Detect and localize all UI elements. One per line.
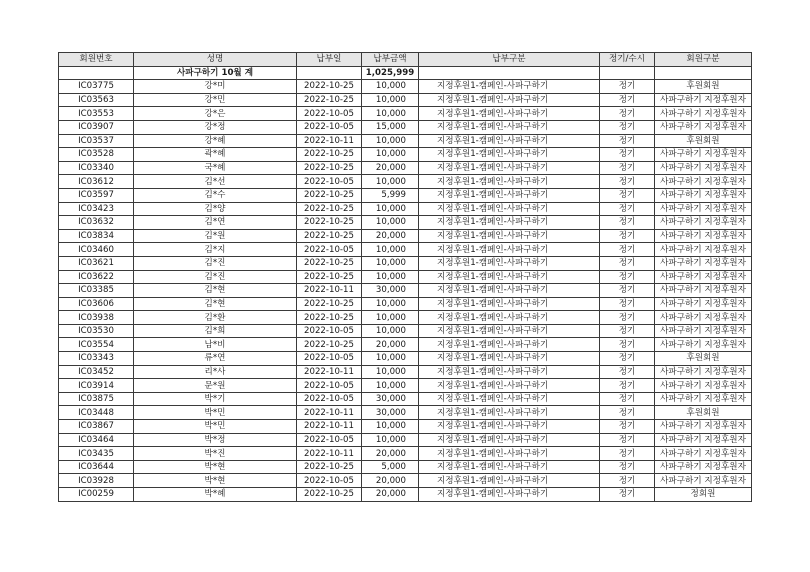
- header-row: [59, 53, 752, 67]
- amount-cell: 10,000: [362, 365, 419, 379]
- member-id-cell: IC03452: [59, 365, 134, 379]
- member-id-cell: IC03528: [59, 148, 134, 162]
- pay-date-cell: 2022-10-11: [297, 447, 362, 461]
- pay-date-cell: 2022-10-25: [297, 338, 362, 352]
- frequency-cell: 정기: [600, 188, 655, 202]
- table-row: [59, 175, 752, 189]
- pay-type-cell: 지정후원1-캠페인-사파구하기: [419, 202, 600, 216]
- member-id-cell: IC03435: [59, 447, 134, 461]
- pay-type-cell: 지정후원1-캠페인-사파구하기: [419, 297, 600, 311]
- frequency-cell: 정기: [600, 352, 655, 366]
- frequency-cell: 정기: [600, 175, 655, 189]
- pay-type-cell: 지정후원1-캠페인-사파구하기: [419, 188, 600, 202]
- name-cell: 김*현: [134, 297, 297, 311]
- member-type-cell: 후원회원: [655, 80, 752, 94]
- frequency-cell: 정기: [600, 216, 655, 230]
- member-type-cell: 사파구하기 지정후원자: [655, 420, 752, 434]
- frequency-cell: 정기: [600, 256, 655, 270]
- pay-date-cell: 2022-10-05: [297, 474, 362, 488]
- table-row: [59, 297, 752, 311]
- member-id-cell: IC03563: [59, 93, 134, 107]
- amount-cell: 20,000: [362, 488, 419, 502]
- pay-date-cell: 2022-10-05: [297, 107, 362, 121]
- amount-cell: 10,000: [362, 297, 419, 311]
- pay-date-cell: 2022-10-05: [297, 433, 362, 447]
- member-id-cell: IC03621: [59, 256, 134, 270]
- name-cell: 박*현: [134, 474, 297, 488]
- member-id-cell: IC03612: [59, 175, 134, 189]
- pay-type-cell: 지정후원1-캠페인-사파구하기: [419, 433, 600, 447]
- name-cell: 박*진: [134, 447, 297, 461]
- pay-type-cell: 지정후원1-캠페인-사파구하기: [419, 460, 600, 474]
- donation-table: [58, 52, 752, 502]
- pay-type-cell: 지정후원1-캠페인-사파구하기: [419, 324, 600, 338]
- pay-type-cell: 지정후원1-캠페인-사파구하기: [419, 256, 600, 270]
- summary-row: [59, 66, 752, 80]
- member-type-cell: 사파구하기 지정후원자: [655, 379, 752, 393]
- name-cell: 김*수: [134, 188, 297, 202]
- member-type-cell: 사파구하기 지정후원자: [655, 474, 752, 488]
- table-row: [59, 270, 752, 284]
- amount-cell: 10,000: [362, 256, 419, 270]
- name-cell: 김*지: [134, 243, 297, 257]
- table-row: [59, 420, 752, 434]
- member-id-cell: IC03553: [59, 107, 134, 121]
- table-row: [59, 120, 752, 134]
- pay-date-cell: 2022-10-25: [297, 216, 362, 230]
- pay-date-cell: 2022-10-11: [297, 406, 362, 420]
- amount-cell: 20,000: [362, 474, 419, 488]
- pay-date-cell: 2022-10-25: [297, 161, 362, 175]
- table-row: [59, 352, 752, 366]
- member-type-cell: 사파구하기 지정후원자: [655, 338, 752, 352]
- name-cell: 강*미: [134, 80, 297, 94]
- table-row: [59, 161, 752, 175]
- pay-date-cell: 2022-10-25: [297, 270, 362, 284]
- frequency-cell: 정기: [600, 243, 655, 257]
- name-cell: 국*혜: [134, 161, 297, 175]
- col-frequency: 정기/수시: [600, 53, 655, 67]
- table-row: [59, 80, 752, 94]
- amount-cell: 10,000: [362, 243, 419, 257]
- name-cell: 김*선: [134, 175, 297, 189]
- amount-cell: 10,000: [362, 93, 419, 107]
- pay-type-cell: 지정후원1-캠페인-사파구하기: [419, 392, 600, 406]
- pay-type-cell: 지정후원1-캠페인-사파구하기: [419, 148, 600, 162]
- col-pay-type: 납부구분: [419, 53, 600, 67]
- member-id-cell: IC03907: [59, 120, 134, 134]
- amount-cell: 10,000: [362, 311, 419, 325]
- table-row: [59, 202, 752, 216]
- table-row: [59, 188, 752, 202]
- amount-cell: 10,000: [362, 433, 419, 447]
- table-row: [59, 324, 752, 338]
- amount-cell: 10,000: [362, 175, 419, 189]
- member-id-cell: IC03343: [59, 352, 134, 366]
- pay-date-cell: 2022-10-05: [297, 379, 362, 393]
- member-type-cell: 사파구하기 지정후원자: [655, 447, 752, 461]
- amount-cell: 10,000: [362, 324, 419, 338]
- pay-type-cell: 지정후원1-캠페인-사파구하기: [419, 216, 600, 230]
- pay-type-cell: 지정후원1-캠페인-사파구하기: [419, 229, 600, 243]
- member-type-cell: 사파구하기 지정후원자: [655, 161, 752, 175]
- pay-date-cell: 2022-10-25: [297, 311, 362, 325]
- name-cell: 강*민: [134, 93, 297, 107]
- frequency-cell: 정기: [600, 107, 655, 121]
- amount-cell: 20,000: [362, 338, 419, 352]
- table-row: [59, 216, 752, 230]
- pay-date-cell: 2022-10-05: [297, 324, 362, 338]
- member-type-cell: 사파구하기 지정후원자: [655, 243, 752, 257]
- member-id-cell: IC03644: [59, 460, 134, 474]
- pay-date-cell: 2022-10-05: [297, 392, 362, 406]
- name-cell: 김*진: [134, 270, 297, 284]
- frequency-cell: 정기: [600, 488, 655, 502]
- pay-type-cell: 지정후원1-캠페인-사파구하기: [419, 270, 600, 284]
- pay-date-cell: 2022-10-25: [297, 202, 362, 216]
- member-id-cell: IC00259: [59, 488, 134, 502]
- pay-type-cell: 지정후원1-캠페인-사파구하기: [419, 175, 600, 189]
- table-row: [59, 460, 752, 474]
- pay-date-cell: 2022-10-25: [297, 229, 362, 243]
- amount-cell: 30,000: [362, 406, 419, 420]
- pay-type-cell: 지정후원1-캠페인-사파구하기: [419, 338, 600, 352]
- pay-type-cell: 지정후원1-캠페인-사파구하기: [419, 474, 600, 488]
- frequency-cell: 정기: [600, 134, 655, 148]
- table-row: [59, 447, 752, 461]
- pay-type-cell: 지정후원1-캠페인-사파구하기: [419, 284, 600, 298]
- pay-type-cell: 지정후원1-캠페인-사파구하기: [419, 161, 600, 175]
- member-id-cell: IC03554: [59, 338, 134, 352]
- pay-date-cell: 2022-10-25: [297, 297, 362, 311]
- pay-date-cell: 2022-10-11: [297, 365, 362, 379]
- member-type-cell: 사파구하기 지정후원자: [655, 460, 752, 474]
- name-cell: 박*민: [134, 420, 297, 434]
- frequency-cell: 정기: [600, 338, 655, 352]
- pay-type-cell: 지정후원1-캠페인-사파구하기: [419, 365, 600, 379]
- member-type-cell: 사파구하기 지정후원자: [655, 324, 752, 338]
- member-id-cell: IC03622: [59, 270, 134, 284]
- col-member-id: 회원번호: [59, 53, 134, 67]
- amount-cell: 10,000: [362, 148, 419, 162]
- name-cell: 류*연: [134, 352, 297, 366]
- frequency-cell: 정기: [600, 324, 655, 338]
- frequency-cell: 정기: [600, 80, 655, 94]
- frequency-cell: 정기: [600, 433, 655, 447]
- name-cell: 김*환: [134, 311, 297, 325]
- pay-type-cell: 지정후원1-캠페인-사파구하기: [419, 243, 600, 257]
- name-cell: 박*현: [134, 460, 297, 474]
- member-id-cell: IC03914: [59, 379, 134, 393]
- pay-date-cell: 2022-10-25: [297, 80, 362, 94]
- name-cell: 곽*혜: [134, 148, 297, 162]
- table-row: [59, 406, 752, 420]
- member-type-cell: 사파구하기 지정후원자: [655, 216, 752, 230]
- member-id-cell: IC03875: [59, 392, 134, 406]
- name-cell: 김*현: [134, 284, 297, 298]
- member-type-cell: 사파구하기 지정후원자: [655, 365, 752, 379]
- pay-type-cell: 지정후원1-캠페인-사파구하기: [419, 420, 600, 434]
- frequency-cell: 정기: [600, 202, 655, 216]
- amount-cell: 5,999: [362, 188, 419, 202]
- member-id-cell: IC03867: [59, 420, 134, 434]
- name-cell: 김*원: [134, 229, 297, 243]
- frequency-cell: 정기: [600, 365, 655, 379]
- frequency-cell: 정기: [600, 379, 655, 393]
- member-type-cell: 사파구하기 지정후원자: [655, 120, 752, 134]
- amount-cell: 10,000: [362, 202, 419, 216]
- member-type-cell: 사파구하기 지정후원자: [655, 188, 752, 202]
- table-row: [59, 284, 752, 298]
- member-type-cell: 후원회원: [655, 352, 752, 366]
- member-id-cell: IC03423: [59, 202, 134, 216]
- pay-type-cell: 지정후원1-캠페인-사파구하기: [419, 352, 600, 366]
- name-cell: 박*혜: [134, 488, 297, 502]
- table-row: [59, 474, 752, 488]
- name-cell: 남*비: [134, 338, 297, 352]
- table-row: [59, 243, 752, 257]
- frequency-cell: 정기: [600, 460, 655, 474]
- member-type-cell: 사파구하기 지정후원자: [655, 270, 752, 284]
- frequency-cell: 정기: [600, 229, 655, 243]
- frequency-cell: 정기: [600, 297, 655, 311]
- col-pay-date: 납부일: [297, 53, 362, 67]
- pay-date-cell: 2022-10-05: [297, 352, 362, 366]
- member-id-cell: IC03464: [59, 433, 134, 447]
- name-cell: 박*정: [134, 433, 297, 447]
- member-id-cell: IC03460: [59, 243, 134, 257]
- pay-date-cell: 2022-10-11: [297, 284, 362, 298]
- name-cell: 김*진: [134, 256, 297, 270]
- member-id-cell: IC03537: [59, 134, 134, 148]
- name-cell: 강*은: [134, 107, 297, 121]
- pay-date-cell: 2022-10-05: [297, 120, 362, 134]
- frequency-cell: 정기: [600, 406, 655, 420]
- table-row: [59, 229, 752, 243]
- member-id-cell: IC03928: [59, 474, 134, 488]
- amount-cell: 30,000: [362, 284, 419, 298]
- pay-date-cell: 2022-10-25: [297, 93, 362, 107]
- frequency-cell: 정기: [600, 474, 655, 488]
- pay-type-cell: 지정후원1-캠페인-사파구하기: [419, 80, 600, 94]
- frequency-cell: 정기: [600, 447, 655, 461]
- member-type-cell: 사파구하기 지정후원자: [655, 297, 752, 311]
- frequency-cell: 정기: [600, 392, 655, 406]
- col-name: 성명: [134, 53, 297, 67]
- member-type-cell: 사파구하기 지정후원자: [655, 175, 752, 189]
- amount-cell: 10,000: [362, 216, 419, 230]
- name-cell: 리*사: [134, 365, 297, 379]
- pay-type-cell: 지정후원1-캠페인-사파구하기: [419, 120, 600, 134]
- amount-cell: 15,000: [362, 120, 419, 134]
- frequency-cell: 정기: [600, 284, 655, 298]
- pay-date-cell: 2022-10-05: [297, 175, 362, 189]
- member-type-cell: 사파구하기 지정후원자: [655, 284, 752, 298]
- member-type-cell: 사파구하기 지정후원자: [655, 433, 752, 447]
- pay-type-cell: 지정후원1-캠페인-사파구하기: [419, 311, 600, 325]
- col-amount: 납부금액: [362, 53, 419, 67]
- member-id-cell: IC03597: [59, 188, 134, 202]
- member-type-cell: 후원회원: [655, 406, 752, 420]
- pay-date-cell: 2022-10-25: [297, 256, 362, 270]
- pay-date-cell: 2022-10-11: [297, 134, 362, 148]
- amount-cell: 10,000: [362, 107, 419, 121]
- frequency-cell: 정기: [600, 420, 655, 434]
- amount-cell: 10,000: [362, 134, 419, 148]
- member-id-cell: IC03775: [59, 80, 134, 94]
- frequency-cell: 정기: [600, 93, 655, 107]
- amount-cell: 20,000: [362, 229, 419, 243]
- member-id-cell: IC03834: [59, 229, 134, 243]
- table-row: [59, 256, 752, 270]
- pay-date-cell: 2022-10-25: [297, 188, 362, 202]
- member-type-cell: 사파구하기 지정후원자: [655, 107, 752, 121]
- frequency-cell: 정기: [600, 311, 655, 325]
- frequency-cell: 정기: [600, 120, 655, 134]
- pay-date-cell: 2022-10-05: [297, 243, 362, 257]
- member-type-cell: 정회원: [655, 488, 752, 502]
- name-cell: 박*민: [134, 406, 297, 420]
- col-member-type: 회원구분: [655, 53, 752, 67]
- amount-cell: 10,000: [362, 379, 419, 393]
- frequency-cell: 정기: [600, 270, 655, 284]
- table-row: [59, 379, 752, 393]
- member-type-cell: 사파구하기 지정후원자: [655, 229, 752, 243]
- member-type-cell: 사파구하기 지정후원자: [655, 256, 752, 270]
- pay-type-cell: 지정후원1-캠페인-사파구하기: [419, 379, 600, 393]
- pay-date-cell: 2022-10-11: [297, 420, 362, 434]
- member-id-cell: IC03340: [59, 161, 134, 175]
- pay-date-cell: 2022-10-25: [297, 460, 362, 474]
- amount-cell: 10,000: [362, 352, 419, 366]
- name-cell: 김*희: [134, 324, 297, 338]
- name-cell: 김*연: [134, 216, 297, 230]
- table-row: [59, 107, 752, 121]
- summary-amount: 1,025,999: [362, 66, 419, 80]
- table-row: [59, 365, 752, 379]
- name-cell: 김*양: [134, 202, 297, 216]
- table-row: [59, 488, 752, 502]
- member-id-cell: IC03938: [59, 311, 134, 325]
- member-type-cell: 후원회원: [655, 134, 752, 148]
- table-row: [59, 148, 752, 162]
- amount-cell: 20,000: [362, 447, 419, 461]
- pay-type-cell: 지정후원1-캠페인-사파구하기: [419, 107, 600, 121]
- frequency-cell: 정기: [600, 148, 655, 162]
- amount-cell: 10,000: [362, 270, 419, 284]
- pay-type-cell: 지정후원1-캠페인-사파구하기: [419, 447, 600, 461]
- pay-type-cell: 지정후원1-캠페인-사파구하기: [419, 488, 600, 502]
- pay-date-cell: 2022-10-25: [297, 488, 362, 502]
- table-row: [59, 392, 752, 406]
- member-id-cell: IC03530: [59, 324, 134, 338]
- member-id-cell: IC03606: [59, 297, 134, 311]
- table-row: [59, 433, 752, 447]
- frequency-cell: 정기: [600, 161, 655, 175]
- pay-type-cell: 지정후원1-캠페인-사파구하기: [419, 406, 600, 420]
- member-type-cell: 사파구하기 지정후원자: [655, 93, 752, 107]
- member-id-cell: IC03632: [59, 216, 134, 230]
- table-row: [59, 134, 752, 148]
- name-cell: 박*기: [134, 392, 297, 406]
- table-row: [59, 311, 752, 325]
- member-id-cell: IC03448: [59, 406, 134, 420]
- amount-cell: 10,000: [362, 420, 419, 434]
- pay-date-cell: 2022-10-25: [297, 148, 362, 162]
- member-type-cell: 사파구하기 지정후원자: [655, 148, 752, 162]
- member-type-cell: 사파구하기 지정후원자: [655, 311, 752, 325]
- pay-type-cell: 지정후원1-캠페인-사파구하기: [419, 134, 600, 148]
- amount-cell: 30,000: [362, 392, 419, 406]
- amount-cell: 5,000: [362, 460, 419, 474]
- amount-cell: 10,000: [362, 80, 419, 94]
- member-type-cell: 사파구하기 지정후원자: [655, 202, 752, 216]
- pay-type-cell: 지정후원1-캠페인-사파구하기: [419, 93, 600, 107]
- name-cell: 강*정: [134, 120, 297, 134]
- name-cell: 문*원: [134, 379, 297, 393]
- summary-label: 사파구하기 10월 계: [134, 66, 297, 80]
- table-row: [59, 93, 752, 107]
- member-id-cell: IC03385: [59, 284, 134, 298]
- name-cell: 강*혜: [134, 134, 297, 148]
- table-row: [59, 338, 752, 352]
- amount-cell: 20,000: [362, 161, 419, 175]
- member-type-cell: 사파구하기 지정후원자: [655, 392, 752, 406]
